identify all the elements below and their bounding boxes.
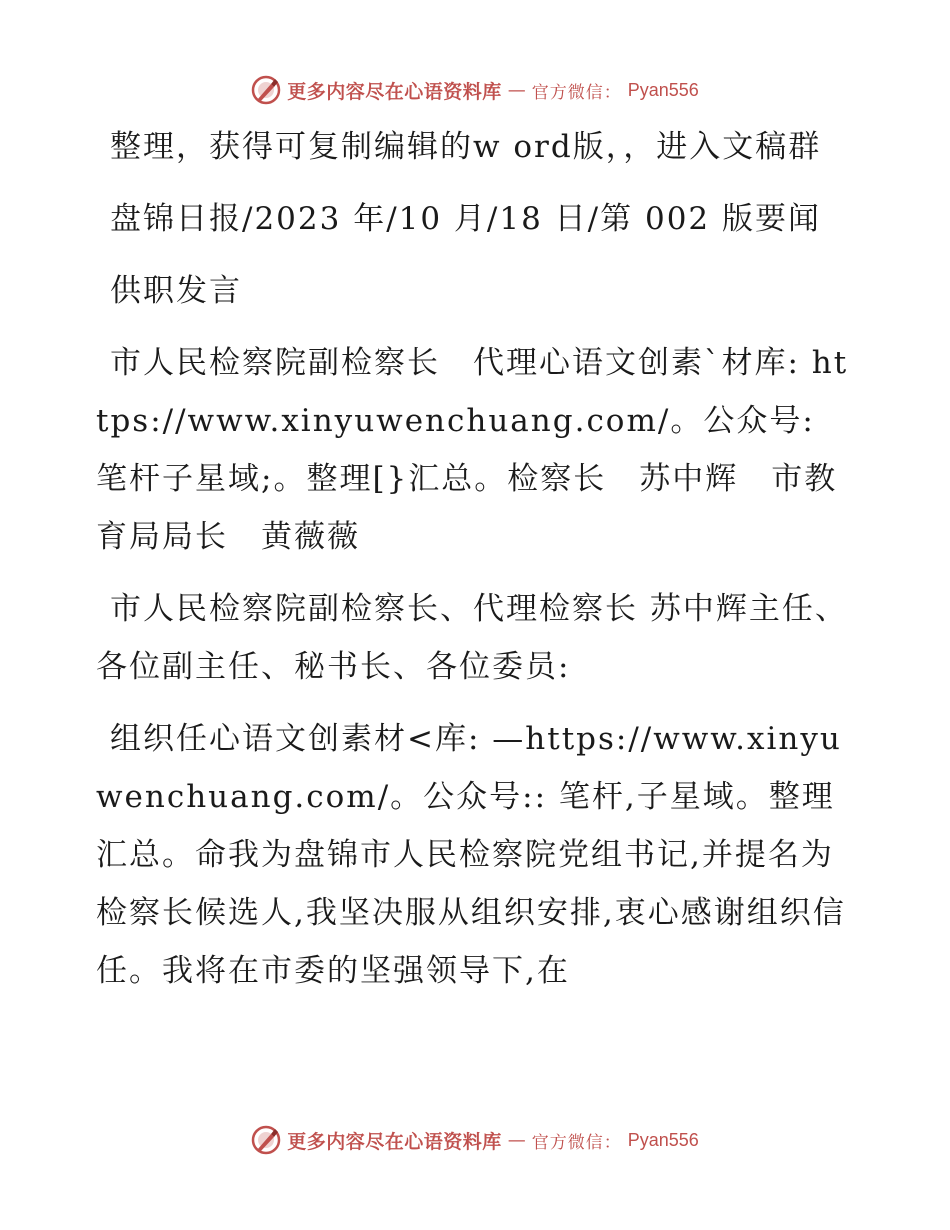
banner-slogan: 更多内容尽在心语资料库 <box>287 1130 502 1153</box>
banner-label: 官方微信： <box>531 82 622 103</box>
paragraph-text: 供职发言 <box>110 273 242 309</box>
banner-separator: — <box>507 79 526 101</box>
footer-banner <box>0 1120 950 1160</box>
document-body <box>96 118 856 1014</box>
pen-logo-icon <box>251 1125 281 1155</box>
paragraph <box>96 580 856 696</box>
pen-logo-icon <box>251 75 281 105</box>
banner-label: 官方微信： <box>531 1132 622 1153</box>
paragraph <box>96 262 856 320</box>
paragraph-text: 市人民检察院副检察长 代理心语文创素`材库: https://www.xinyuwenchuang.com/。公众号: 笔杆子星域;。整理[}汇总。检察长 苏中辉 市教育局局长 黄薇薇 <box>96 345 849 555</box>
paragraph <box>96 190 856 248</box>
paragraph <box>96 334 856 566</box>
banner-wechat-id: Pyan556 <box>627 79 699 100</box>
paragraph <box>96 118 856 176</box>
header-banner <box>0 70 950 110</box>
paragraph-text: 盘锦日报/2023 年/10 月/18 日/第 002 版要闻 <box>110 201 822 237</box>
paragraph-text: 整理，获得可复制编辑的w ord版，，进入文稿群 <box>110 129 822 165</box>
banner-wechat-id: Pyan556 <box>627 1129 699 1150</box>
banner-separator: — <box>507 1129 526 1151</box>
banner-slogan: 更多内容尽在心语资料库 <box>287 80 502 103</box>
paragraph <box>96 710 856 1000</box>
paragraph-text: 市人民检察院副检察长、代理检察长 苏中辉主任、各位副主任、秘书长、各位委员: <box>96 591 848 685</box>
paragraph-text: 组织任心语文创素材<库: —https://www.xinyuwenchuang.com/。公众号:: 笔杆,子星域。整理汇总。命我为盘锦市人民检察院党组书记,并提名为检察长候选人,我坚决服从组织安排,衷心感谢组织信任。我将在市委的坚强领导下,在 <box>96 721 846 989</box>
